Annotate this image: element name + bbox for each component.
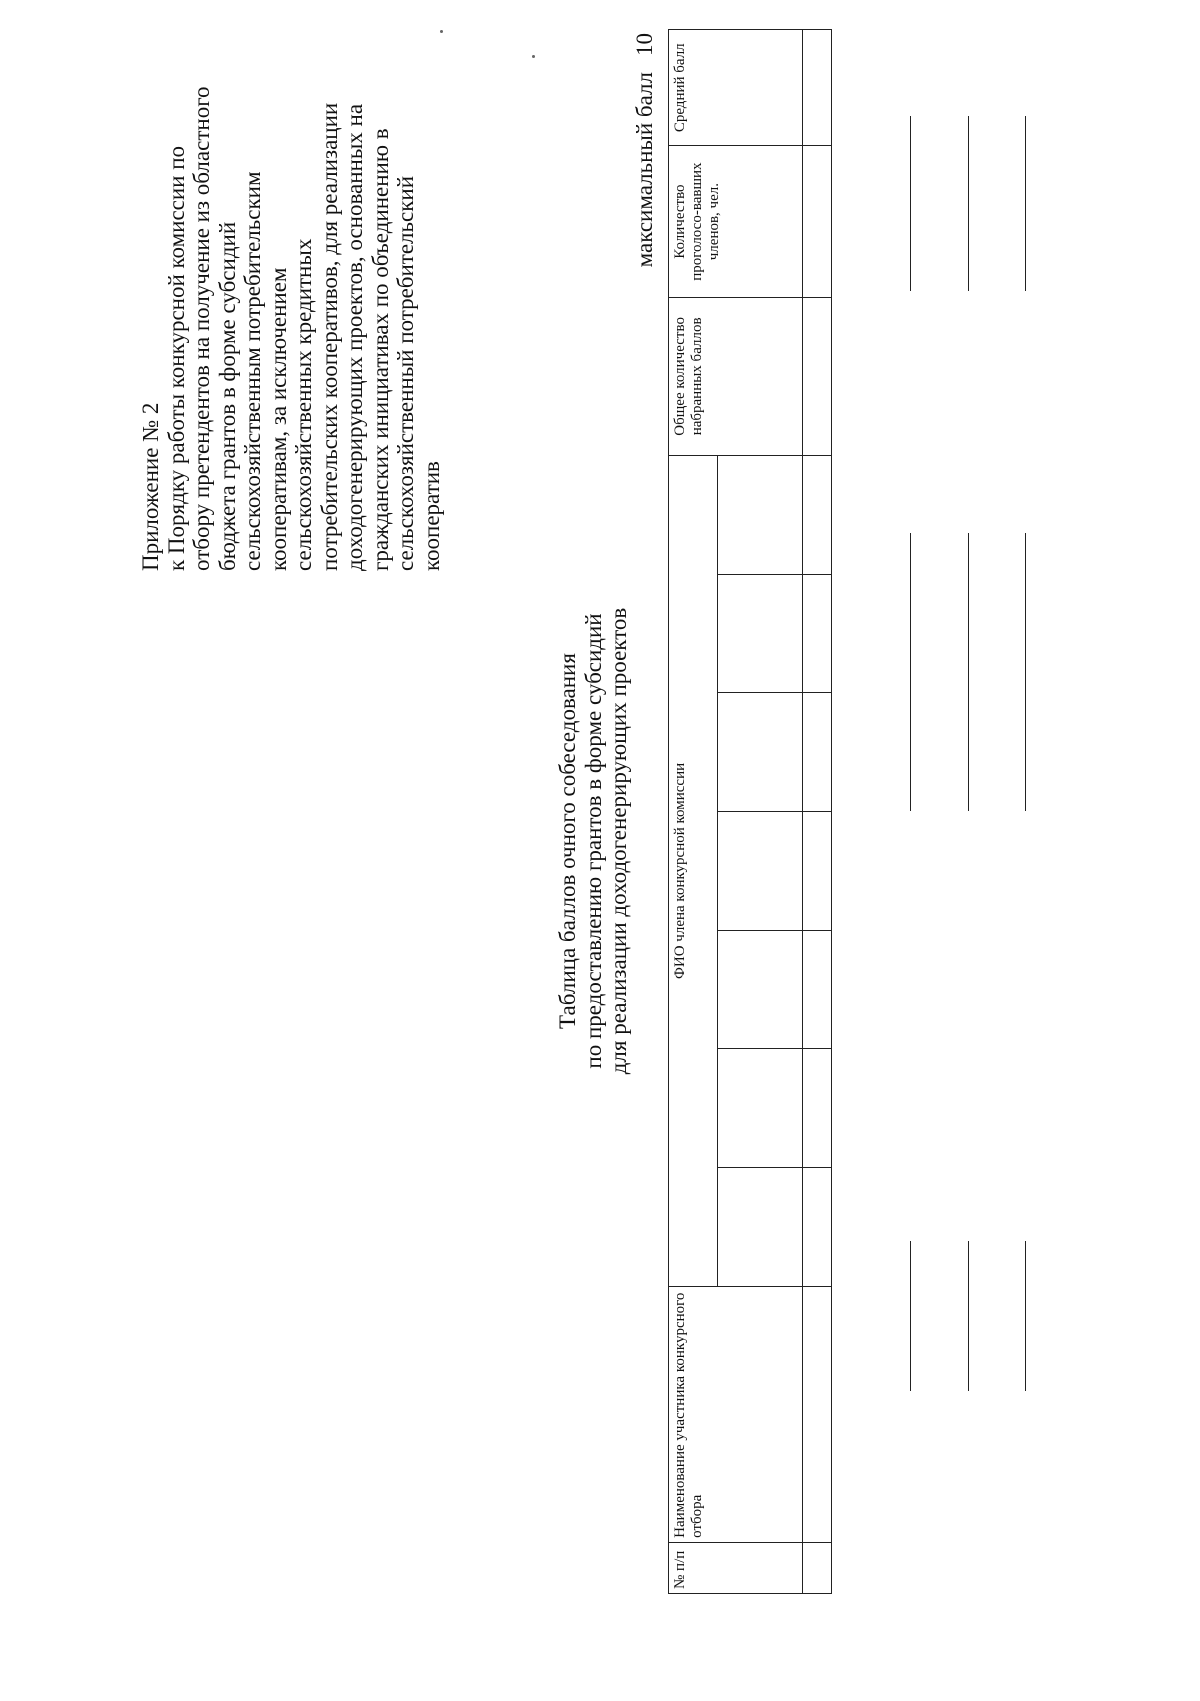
appendix-line: потребительских кооперативов, для реализации: [316, 102, 342, 571]
appendix-line: гражданских инициативах по объединению в: [367, 128, 393, 571]
appendix-line: сельскохозяйственный потребительский: [393, 175, 418, 571]
table-cell: [803, 930, 832, 1049]
table-cell: [803, 693, 832, 812]
signature-line: [1025, 533, 1026, 811]
table-cell: [803, 297, 832, 455]
table-header-row: [669, 30, 718, 1594]
header-member-name: ФИО члена конкурсной комиссии: [669, 456, 718, 1287]
title-line: для реализации доходогенерирующих проектов: [606, 607, 631, 1075]
appendix-line: Приложение № 2: [138, 402, 163, 571]
document-title: [555, 581, 632, 1101]
signature-line: [968, 533, 969, 811]
member-cell: [718, 930, 803, 1049]
member-cell: [718, 812, 803, 931]
appendix-line: кооператив: [418, 461, 444, 571]
table-cell: [803, 812, 832, 931]
header-participant: Наименование участника конкурсного отбора: [669, 1286, 803, 1542]
appendix-header: [138, 86, 444, 571]
table-cell: [803, 30, 832, 146]
appendix-line: сельскохозяйственным потребительским: [240, 171, 265, 571]
appendix-line: отбору претендентов на получение из областного: [189, 86, 214, 571]
signature-line: [1025, 116, 1026, 291]
scan-speck: [532, 55, 535, 58]
table-cell: [803, 146, 832, 297]
header-num: № п/п: [669, 1542, 803, 1593]
signature-line: [910, 116, 911, 291]
table-cell: [803, 1542, 832, 1593]
scan-speck: [440, 30, 443, 33]
table-cell: [803, 574, 832, 693]
table-cell: [803, 1168, 832, 1287]
signature-line: [1025, 1241, 1026, 1391]
scores-table: [668, 29, 832, 1594]
max-score-value: 10: [632, 33, 657, 56]
title-line: по предоставлению грантов в форме субсидий: [580, 613, 606, 1069]
header-total: Общее количество набранных баллов: [669, 297, 803, 455]
member-cell: [718, 574, 803, 693]
appendix-line: сельскохозяйственных кредитных: [291, 238, 316, 571]
member-cell: [718, 1049, 803, 1168]
appendix-line: к Порядку работы конкурсной комиссии по: [163, 145, 189, 571]
appendix-line: бюджета грантов в форме субсидий: [214, 221, 240, 571]
signature-line: [910, 533, 911, 811]
max-score-label: максимальный балл: [632, 72, 657, 268]
header-average: Средний балл: [669, 30, 803, 146]
table-cell: [803, 456, 832, 575]
table-cell: [803, 1049, 832, 1168]
table-row: [803, 30, 832, 1594]
signature-line: [968, 116, 969, 291]
max-score-note: [632, 33, 657, 273]
table-cell: [803, 1286, 832, 1542]
appendix-line: доходогенерирующих проектов, основанных на: [342, 103, 367, 571]
signature-line: [910, 1241, 911, 1391]
member-cell: [718, 456, 803, 575]
title-line: Таблица баллов очного собеседования: [555, 653, 580, 1029]
signature-line: [968, 1241, 969, 1391]
appendix-line: кооперативам, за исключением: [265, 267, 291, 571]
header-voters: Количество проголосо-вавших членов, чел.: [669, 146, 803, 297]
member-cell: [718, 1168, 803, 1287]
member-cell: [718, 693, 803, 812]
